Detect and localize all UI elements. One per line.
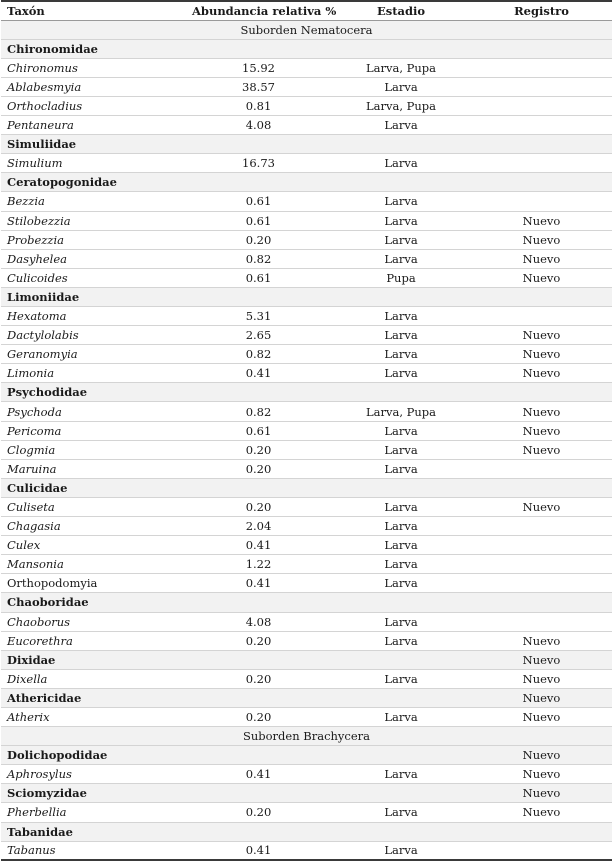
family-name: Psychodidae: [1, 383, 186, 402]
record-value: Nuevo: [471, 326, 612, 345]
stage-value: Larva: [331, 574, 471, 593]
family-stage-empty: [331, 593, 471, 612]
genus-row: [1, 803, 612, 822]
family-row: [1, 39, 612, 58]
genus-row: [1, 96, 612, 115]
genus-name: Pericoma: [1, 421, 186, 440]
table-header: [1, 1, 612, 20]
family-abundance-empty: [186, 478, 331, 497]
record-value: Nuevo: [471, 268, 612, 287]
genus-row: [1, 555, 612, 574]
record-value: Nuevo: [471, 421, 612, 440]
abundance-value: 0.41: [186, 574, 331, 593]
family-name: Dolichopodidae: [1, 746, 186, 765]
abundance-value: 2.04: [186, 517, 331, 536]
stage-value: Larva, Pupa: [331, 402, 471, 421]
record-value: [471, 517, 612, 536]
abundance-value: 1.22: [186, 555, 331, 574]
family-row: [1, 173, 612, 192]
family-record: [471, 383, 612, 402]
stage-value: Larva: [331, 707, 471, 726]
family-row: [1, 287, 612, 306]
family-abundance-empty: [186, 39, 331, 58]
family-stage-empty: [331, 688, 471, 707]
family-record: [471, 173, 612, 192]
record-value: Nuevo: [471, 765, 612, 784]
family-abundance-empty: [186, 173, 331, 192]
family-stage-empty: [331, 383, 471, 402]
family-abundance-empty: [186, 593, 331, 612]
family-row: [1, 593, 612, 612]
family-row: [1, 383, 612, 402]
genus-row: [1, 268, 612, 287]
record-value: [471, 96, 612, 115]
stage-value: Larva: [331, 536, 471, 555]
abundance-value: 0.82: [186, 249, 331, 268]
family-stage-empty: [331, 746, 471, 765]
stage-value: Pupa: [331, 268, 471, 287]
genus-row: [1, 345, 612, 364]
genus-name: Simulium: [1, 154, 186, 173]
abundance-value: 0.20: [186, 631, 331, 650]
genus-name: Mansonia: [1, 555, 186, 574]
header-record: Registro: [471, 1, 612, 20]
genus-row: [1, 326, 612, 345]
abundance-value: 4.08: [186, 612, 331, 631]
genus-name: Limonia: [1, 364, 186, 383]
genus-name: Culicoides: [1, 268, 186, 287]
family-name: Culicidae: [1, 478, 186, 497]
genus-name: Dixella: [1, 669, 186, 688]
genus-name: Pentaneura: [1, 116, 186, 135]
header-taxon: Taxón: [1, 1, 186, 20]
genus-row: [1, 612, 612, 631]
genus-row: [1, 517, 612, 536]
genus-row: [1, 459, 612, 478]
stage-value: Larva: [331, 555, 471, 574]
genus-row: [1, 249, 612, 268]
stage-value: Larva, Pupa: [331, 96, 471, 115]
abundance-value: 38.57: [186, 77, 331, 96]
genus-name: Geranomyia: [1, 345, 186, 364]
stage-value: Larva: [331, 192, 471, 211]
genus-row: [1, 841, 612, 860]
suborder-label: Suborden Nematocera: [1, 20, 612, 39]
family-abundance-empty: [186, 383, 331, 402]
genus-row: [1, 192, 612, 211]
stage-value: Larva: [331, 211, 471, 230]
stage-value: Larva: [331, 497, 471, 516]
record-value: [471, 154, 612, 173]
record-value: Nuevo: [471, 230, 612, 249]
genus-row: [1, 497, 612, 516]
record-value: [471, 555, 612, 574]
family-name: Dixidae: [1, 650, 186, 669]
abundance-value: 0.81: [186, 96, 331, 115]
abundance-value: 0.41: [186, 536, 331, 555]
family-abundance-empty: [186, 746, 331, 765]
stage-value: Larva: [331, 326, 471, 345]
family-stage-empty: [331, 39, 471, 58]
genus-row: [1, 402, 612, 421]
genus-row: [1, 58, 612, 77]
family-record: [471, 593, 612, 612]
genus-row: [1, 421, 612, 440]
stage-value: Larva: [331, 421, 471, 440]
abundance-value: 0.41: [186, 765, 331, 784]
suborder-row: [1, 727, 612, 746]
family-row: [1, 746, 612, 765]
family-record: Nuevo: [471, 688, 612, 707]
record-value: Nuevo: [471, 669, 612, 688]
abundance-value: 2.65: [186, 326, 331, 345]
genus-name: Probezzia: [1, 230, 186, 249]
genus-name: Eucorethra: [1, 631, 186, 650]
abundance-value: 0.20: [186, 669, 331, 688]
abundance-value: 0.41: [186, 364, 331, 383]
stage-value: Larva: [331, 307, 471, 326]
abundance-value: 0.61: [186, 192, 331, 211]
genus-row: [1, 307, 612, 326]
abundance-value: 0.20: [186, 459, 331, 478]
family-stage-empty: [331, 784, 471, 803]
family-name: Chironomidae: [1, 39, 186, 58]
family-stage-empty: [331, 135, 471, 154]
record-value: Nuevo: [471, 211, 612, 230]
abundance-value: 16.73: [186, 154, 331, 173]
genus-row: [1, 230, 612, 249]
family-name: Athericidae: [1, 688, 186, 707]
stage-value: Larva: [331, 459, 471, 478]
taxa-table: [1, 0, 612, 861]
stage-value: Larva: [331, 631, 471, 650]
record-value: [471, 574, 612, 593]
abundance-value: 0.61: [186, 211, 331, 230]
family-abundance-empty: [186, 650, 331, 669]
stage-value: Larva: [331, 841, 471, 860]
genus-row: [1, 631, 612, 650]
family-row: [1, 650, 612, 669]
stage-value: Larva: [331, 77, 471, 96]
family-stage-empty: [331, 478, 471, 497]
genus-name: Bezzia: [1, 192, 186, 211]
family-stage-empty: [331, 822, 471, 841]
record-value: [471, 77, 612, 96]
genus-name: Clogmia: [1, 440, 186, 459]
record-value: [471, 116, 612, 135]
record-value: Nuevo: [471, 631, 612, 650]
genus-name: Pherbellia: [1, 803, 186, 822]
family-stage-empty: [331, 287, 471, 306]
abundance-value: 0.41: [186, 841, 331, 860]
genus-name: Aphrosylus: [1, 765, 186, 784]
stage-value: Larva: [331, 249, 471, 268]
family-row: [1, 784, 612, 803]
record-value: Nuevo: [471, 402, 612, 421]
genus-row: [1, 116, 612, 135]
genus-row: [1, 154, 612, 173]
family-row: [1, 822, 612, 841]
genus-row: [1, 77, 612, 96]
genus-row: [1, 364, 612, 383]
record-value: Nuevo: [471, 497, 612, 516]
genus-row: [1, 765, 612, 784]
family-name: Ceratopogonidae: [1, 173, 186, 192]
family-name: Sciomyzidae: [1, 784, 186, 803]
stage-value: Larva: [331, 517, 471, 536]
family-name: Tabanidae: [1, 822, 186, 841]
abundance-value: 0.61: [186, 421, 331, 440]
family-abundance-empty: [186, 784, 331, 803]
family-abundance-empty: [186, 822, 331, 841]
header-abundance: Abundancia relativa %: [186, 1, 331, 20]
family-record: [471, 39, 612, 58]
genus-name: Culex: [1, 536, 186, 555]
abundance-value: 0.20: [186, 803, 331, 822]
record-value: Nuevo: [471, 440, 612, 459]
family-stage-empty: [331, 173, 471, 192]
record-value: [471, 459, 612, 478]
family-name: Simuliidae: [1, 135, 186, 154]
stage-value: Larva: [331, 116, 471, 135]
stage-value: Larva: [331, 440, 471, 459]
family-abundance-empty: [186, 688, 331, 707]
abundance-value: 0.61: [186, 268, 331, 287]
genus-row: [1, 536, 612, 555]
genus-name: Psychoda: [1, 402, 186, 421]
stage-value: Larva, Pupa: [331, 58, 471, 77]
stage-value: Larva: [331, 154, 471, 173]
family-record: Nuevo: [471, 746, 612, 765]
stage-value: Larva: [331, 669, 471, 688]
genus-name: Tabanus: [1, 841, 186, 860]
stage-value: Larva: [331, 364, 471, 383]
genus-name: Maruina: [1, 459, 186, 478]
family-name: Limoniidae: [1, 287, 186, 306]
record-value: Nuevo: [471, 364, 612, 383]
record-value: Nuevo: [471, 345, 612, 364]
family-record: [471, 287, 612, 306]
family-record: Nuevo: [471, 784, 612, 803]
genus-name: Chironomus: [1, 58, 186, 77]
family-row: [1, 688, 612, 707]
genus-name: Atherix: [1, 707, 186, 726]
genus-name: Orthopodomyia: [1, 574, 186, 593]
record-value: [471, 536, 612, 555]
genus-name: Hexatoma: [1, 307, 186, 326]
genus-name: Chaoborus: [1, 612, 186, 631]
genus-name: Chagasia: [1, 517, 186, 536]
header-stage: Estadio: [331, 1, 471, 20]
suborder-row: [1, 20, 612, 39]
table-body: [1, 20, 612, 860]
genus-name: Ablabesmyia: [1, 77, 186, 96]
suborder-label: Suborden Brachycera: [1, 727, 612, 746]
abundance-value: 0.20: [186, 440, 331, 459]
abundance-value: 0.82: [186, 345, 331, 364]
abundance-value: 5.31: [186, 307, 331, 326]
record-value: [471, 307, 612, 326]
genus-name: Culiseta: [1, 497, 186, 516]
family-record: [471, 822, 612, 841]
abundance-value: 15.92: [186, 58, 331, 77]
stage-value: Larva: [331, 612, 471, 631]
family-record: [471, 478, 612, 497]
family-record: Nuevo: [471, 650, 612, 669]
record-value: Nuevo: [471, 249, 612, 268]
stage-value: Larva: [331, 803, 471, 822]
stage-value: Larva: [331, 345, 471, 364]
abundance-value: 4.08: [186, 116, 331, 135]
genus-name: Stilobezzia: [1, 211, 186, 230]
record-value: [471, 612, 612, 631]
family-stage-empty: [331, 650, 471, 669]
record-value: Nuevo: [471, 707, 612, 726]
genus-name: Dasyhelea: [1, 249, 186, 268]
family-record: [471, 135, 612, 154]
family-row: [1, 135, 612, 154]
header-row: [1, 1, 612, 20]
abundance-value: 0.20: [186, 230, 331, 249]
record-value: [471, 192, 612, 211]
stage-value: Larva: [331, 765, 471, 784]
family-abundance-empty: [186, 135, 331, 154]
genus-row: [1, 707, 612, 726]
family-row: [1, 478, 612, 497]
genus-row: [1, 211, 612, 230]
record-value: Nuevo: [471, 803, 612, 822]
stage-value: Larva: [331, 230, 471, 249]
genus-name: Dactylolabis: [1, 326, 186, 345]
record-value: [471, 841, 612, 860]
genus-row: [1, 574, 612, 593]
family-abundance-empty: [186, 287, 331, 306]
genus-row: [1, 669, 612, 688]
genus-row: [1, 440, 612, 459]
genus-name: Orthocladius: [1, 96, 186, 115]
abundance-value: 0.20: [186, 497, 331, 516]
record-value: [471, 58, 612, 77]
abundance-value: 0.82: [186, 402, 331, 421]
abundance-value: 0.20: [186, 707, 331, 726]
family-name: Chaoboridae: [1, 593, 186, 612]
